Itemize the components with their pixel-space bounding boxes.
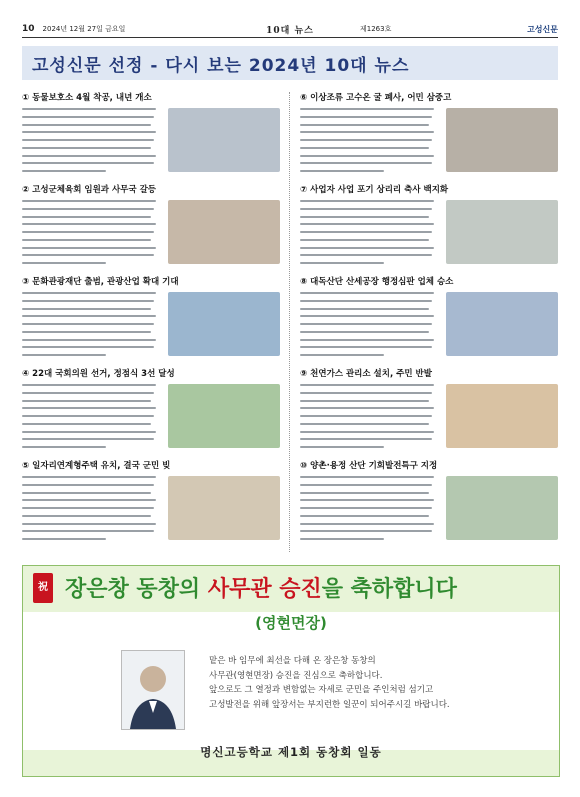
article-body — [300, 384, 558, 448]
article-body — [300, 108, 558, 172]
article-title: ② 고성군체육회 임원과 사무국 갈등 — [22, 185, 156, 195]
article-body — [22, 476, 280, 540]
person-photo-icon — [122, 651, 184, 729]
article-title: ⑤ 일자리연계형주택 유치, 결국 군민 빚 — [22, 461, 171, 471]
article-text-block — [22, 200, 162, 264]
article-text-block — [300, 476, 440, 540]
text-line — [22, 515, 151, 517]
text-line — [300, 538, 384, 540]
text-line — [300, 407, 434, 409]
news-article — [22, 184, 280, 264]
text-line — [300, 308, 429, 310]
text-line — [300, 346, 432, 348]
article-photo — [446, 200, 558, 264]
celebration-badge: 祝 — [33, 573, 53, 603]
article-title: ④ 22대 국회의원 선거, 정점식 3선 달성 — [22, 369, 175, 379]
news-article — [300, 184, 558, 264]
article-body — [22, 108, 280, 172]
text-line — [22, 438, 154, 440]
congratulation-ad — [22, 565, 560, 777]
news-article — [300, 92, 558, 172]
text-line — [22, 239, 151, 241]
text-line — [300, 254, 432, 256]
text-line — [22, 415, 154, 417]
text-line — [300, 208, 432, 210]
text-line — [22, 530, 154, 532]
text-line — [22, 139, 154, 141]
text-line — [22, 124, 151, 126]
text-line — [22, 354, 106, 356]
text-line — [22, 315, 156, 317]
section-name: 10대 뉴스 — [266, 25, 314, 36]
issue-date: 2024년 12월 27일 금요일 — [42, 25, 126, 33]
article-text-block — [22, 292, 162, 356]
text-line — [300, 247, 434, 249]
article-title: ⑧ 대독산단 산세공장 행정심판 업체 승소 — [300, 277, 454, 287]
ad-message — [209, 654, 549, 712]
text-line — [22, 247, 156, 249]
text-line — [22, 507, 154, 509]
text-line — [22, 331, 151, 333]
text-line — [300, 523, 434, 525]
text-line — [300, 438, 432, 440]
text-line — [22, 231, 154, 233]
text-line — [22, 446, 106, 448]
text-line — [22, 392, 154, 394]
text-line — [22, 523, 156, 525]
text-line — [300, 216, 429, 218]
article-photo — [446, 476, 558, 540]
ad-headline — [65, 572, 457, 603]
text-line — [300, 339, 434, 341]
headline-promotion: 사무관 승진 — [207, 577, 322, 602]
article-title: ① 동물보호소 4월 착공, 내년 개소 — [22, 93, 152, 103]
text-line — [22, 492, 151, 494]
article-title: ⑩ 양촌·용정 산단 기회발전특구 지정 — [300, 461, 438, 471]
news-article — [22, 276, 280, 356]
news-article — [300, 276, 558, 356]
text-line — [22, 484, 154, 486]
text-line — [22, 223, 156, 225]
text-line — [300, 476, 434, 478]
text-line — [22, 262, 106, 264]
person-photo — [121, 650, 185, 730]
text-line — [300, 200, 434, 202]
text-line — [22, 346, 154, 348]
text-line — [300, 492, 429, 494]
text-line — [300, 415, 432, 417]
newspaper-brand: 고성신문 — [527, 23, 558, 34]
text-line — [300, 116, 432, 118]
section-banner — [22, 46, 558, 80]
article-title: ⑥ 이상조류 고수온 굴 폐사, 어민 삼중고 — [300, 93, 452, 103]
text-line — [300, 315, 434, 317]
text-line — [300, 431, 434, 433]
article-photo — [168, 476, 280, 540]
text-line — [300, 239, 429, 241]
article-body — [300, 476, 558, 540]
text-line — [300, 139, 432, 141]
text-line — [22, 208, 154, 210]
text-line — [300, 147, 429, 149]
text-line — [300, 300, 432, 302]
text-line — [22, 300, 154, 302]
text-line — [300, 131, 434, 133]
text-line — [300, 446, 384, 448]
article-text-block — [300, 108, 440, 172]
text-line — [300, 484, 432, 486]
article-text-block — [22, 384, 162, 448]
news-article — [22, 92, 280, 172]
article-photo — [168, 200, 280, 264]
headline-mid: 동창의 — [128, 577, 208, 602]
text-line — [22, 254, 154, 256]
article-text-block — [300, 384, 440, 448]
text-line — [300, 354, 384, 356]
article-photo — [446, 292, 558, 356]
text-line — [22, 339, 156, 341]
text-line — [22, 292, 156, 294]
text-line — [22, 538, 106, 540]
message-line: 맡은 바 임무에 최선을 다해 온 장은창 동창의 — [209, 656, 376, 666]
page-header — [22, 22, 558, 36]
article-body — [300, 292, 558, 356]
text-line — [300, 384, 434, 386]
news-article — [300, 368, 558, 448]
headline-name: 장은창 — [65, 577, 129, 602]
news-article — [22, 368, 280, 448]
text-line — [300, 231, 432, 233]
text-line — [300, 292, 434, 294]
text-line — [300, 515, 429, 517]
text-line — [300, 530, 432, 532]
text-line — [22, 476, 156, 478]
text-line — [300, 331, 429, 333]
article-body — [300, 200, 558, 264]
text-line — [22, 200, 156, 202]
banner-title: 고성신문 선정 - 다시 보는 2024년 10대 뉴스 — [32, 55, 410, 76]
text-line — [22, 423, 151, 425]
issue-number: 제1263호 — [360, 25, 392, 33]
text-line — [300, 392, 432, 394]
article-photo — [168, 292, 280, 356]
article-photo — [168, 108, 280, 172]
text-line — [300, 499, 434, 501]
article-body — [22, 200, 280, 264]
text-line — [22, 155, 156, 157]
text-line — [22, 108, 156, 110]
text-line — [300, 507, 432, 509]
text-line — [300, 223, 434, 225]
article-text-block — [22, 108, 162, 172]
article-title: ⑦ 사업자 사업 포기 상리리 축사 백지화 — [300, 185, 449, 195]
article-body — [22, 384, 280, 448]
article-photo — [446, 384, 558, 448]
headline-end: 을 축하합니다 — [321, 577, 457, 602]
text-line — [22, 499, 156, 501]
text-line — [22, 323, 154, 325]
text-line — [22, 308, 151, 310]
message-line: 앞으로도 그 열정과 변함없는 자세로 군민을 주인처럼 섬기고 — [209, 685, 434, 695]
text-line — [300, 400, 429, 402]
message-line: 사무관(영현면장) 승진을 진심으로 축하합니다. — [209, 670, 383, 681]
page-number: 10 — [22, 24, 35, 34]
article-text-block — [300, 200, 440, 264]
text-line — [22, 116, 154, 118]
text-line — [300, 155, 434, 157]
text-line — [300, 423, 429, 425]
column-separator — [289, 92, 290, 552]
article-title: ③ 문화관광재단 출범, 관광산업 확대 기대 — [22, 277, 179, 287]
text-line — [22, 216, 151, 218]
header-rule — [22, 37, 558, 38]
text-line — [22, 400, 151, 402]
text-line — [22, 162, 154, 164]
text-line — [300, 323, 432, 325]
text-line — [300, 162, 432, 164]
article-title: ⑨ 천연가스 관리소 설치, 주민 반발 — [300, 369, 432, 379]
text-line — [300, 124, 429, 126]
news-article — [300, 460, 558, 540]
text-line — [300, 170, 384, 172]
article-text-block — [22, 476, 162, 540]
ad-subtitle: (영현면장) — [255, 614, 327, 632]
text-line — [22, 147, 151, 149]
text-line — [22, 407, 156, 409]
article-photo — [446, 108, 558, 172]
article-body — [22, 292, 280, 356]
message-line: 고성발전을 위해 앞장서는 부지런한 일꾼이 되어주시길 바랍니다. — [209, 699, 450, 710]
text-line — [22, 170, 106, 172]
text-line — [22, 131, 156, 133]
news-article — [22, 460, 280, 540]
article-photo — [168, 384, 280, 448]
text-line — [22, 431, 156, 433]
article-text-block — [300, 292, 440, 356]
text-line — [22, 384, 156, 386]
ad-signature: 명신고등학교 제1회 동창회 일동 — [200, 745, 382, 759]
text-line — [300, 108, 434, 110]
text-line — [300, 262, 384, 264]
